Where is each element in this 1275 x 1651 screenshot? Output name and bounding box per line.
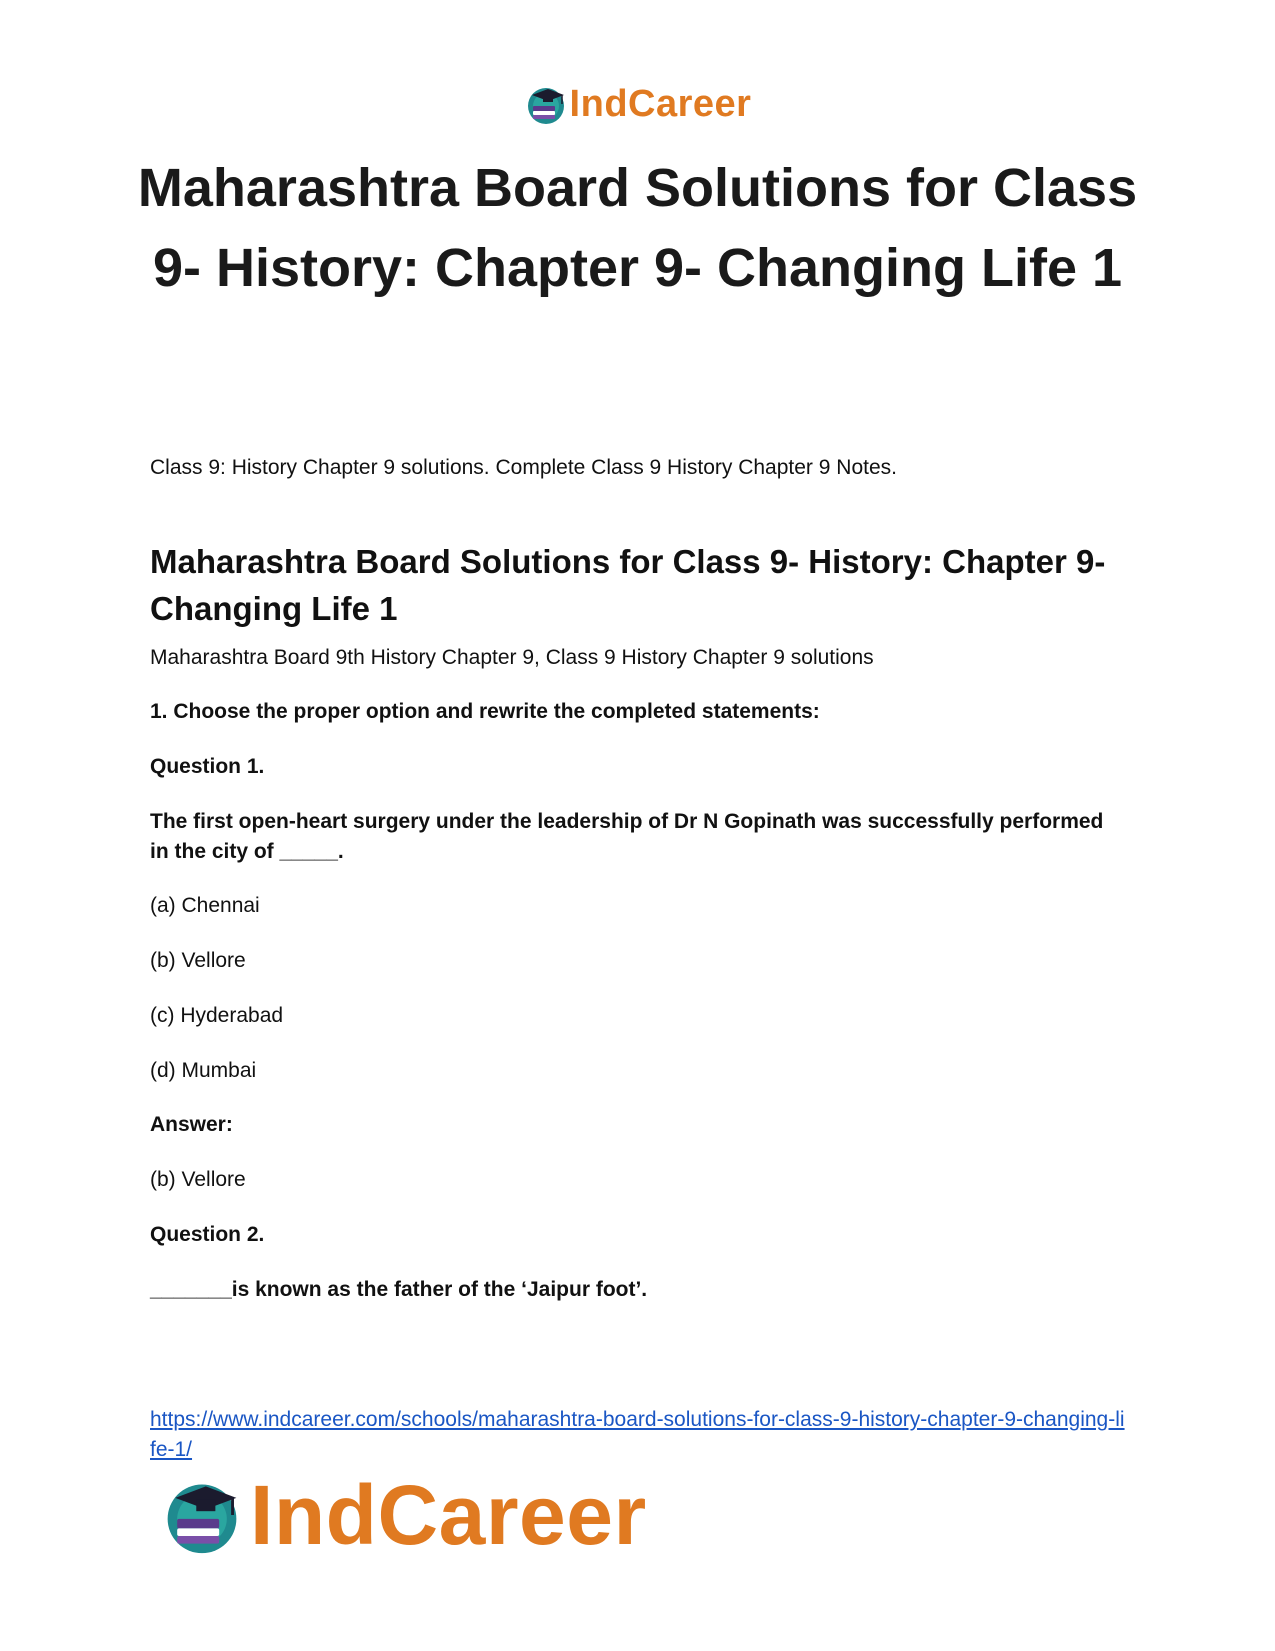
- footer-logo: [160, 1470, 647, 1560]
- header-logo: [0, 80, 1275, 128]
- page-title: Maharashtra Board Solutions for Class 9- History: Chapter 9- Changing Life 1: [137, 158, 1138, 298]
- option-b: (b) Vellore: [150, 949, 246, 972]
- question-label: Question 1.: [150, 755, 265, 778]
- answer-label: Answer:: [150, 1113, 233, 1136]
- option-d: (d) Mumbai: [150, 1059, 257, 1082]
- answer-text: (b) Vellore: [150, 1168, 246, 1191]
- logo-text: IndCareer: [569, 82, 752, 125]
- graduation-cap-icon: [524, 82, 568, 126]
- question-label: Question 2.: [150, 1223, 265, 1246]
- question-text: _______is known as the father of the ‘Jaipur foot’.: [150, 1278, 648, 1301]
- exercise-heading: 1. Choose the proper option and rewrite the completed statements:: [150, 700, 820, 723]
- option-a: (a) Chennai: [150, 894, 260, 917]
- source-link[interactable]: https://www.indcareer.com/schools/maharashtra-board-solutions-for-class-9-history-chapter-9-changing-life-1/: [150, 1408, 1125, 1461]
- question-text: The first open-heart surgery under the leadership of Dr N Gopinath was successfully performed in the city of _____.: [150, 810, 1104, 863]
- logo-text: IndCareer: [250, 1468, 647, 1562]
- graduation-cap-icon: [160, 1473, 244, 1557]
- option-c: (c) Hyderabad: [150, 1004, 284, 1027]
- section-heading: Maharashtra Board Solutions for Class 9- History: Chapter 9- Changing Life 1: [150, 543, 1106, 627]
- intro-text: Class 9: History Chapter 9 solutions. Complete Class 9 History Chapter 9 Notes.: [150, 456, 897, 479]
- keywords-line: Maharashtra Board 9th History Chapter 9, Class 9 History Chapter 9 solutions: [150, 646, 874, 669]
